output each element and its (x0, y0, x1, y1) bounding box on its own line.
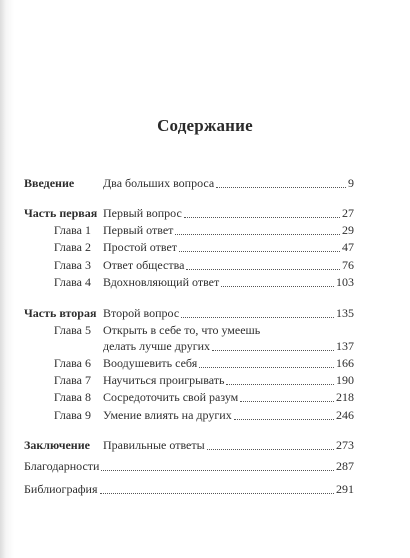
toc-section-label: Заключение (24, 438, 90, 452)
dot-leader (179, 251, 340, 252)
dot-leader (207, 449, 334, 450)
toc-page-number: 190 (336, 373, 354, 387)
toc-entry (24, 482, 354, 497)
toc-chapter-label: Глава 1 (53, 223, 91, 237)
toc-entry (103, 390, 354, 405)
toc-entry (103, 223, 354, 238)
toc-page-number: 103 (336, 275, 354, 289)
toc-entry-title: Вдохновляющий ответ (103, 275, 220, 289)
dot-leader (216, 187, 346, 188)
toc-page-number: 76 (342, 258, 354, 272)
toc-entry-title: Сосредоточить свой разум (103, 390, 239, 404)
toc-entry (103, 240, 354, 255)
toc-chapter-label: Глава 9 (53, 408, 91, 422)
toc-page-number: 218 (336, 390, 354, 404)
dot-leader (181, 317, 334, 318)
toc-entry-title: Библиография (24, 482, 98, 496)
toc-page-number: 287 (336, 459, 354, 473)
dot-leader (221, 286, 334, 287)
dot-leader (234, 419, 334, 420)
toc-section-label: Часть первая (24, 206, 98, 220)
toc-entry (103, 408, 354, 423)
dot-leader (240, 401, 334, 402)
dot-leader (100, 493, 335, 494)
toc-entry-title: Воодушевить себя (103, 356, 198, 370)
toc-entry (103, 356, 354, 371)
toc-entry (103, 438, 354, 453)
toc-section-label: Введение (24, 176, 75, 190)
toc-entry (103, 275, 354, 290)
toc-page-number: 9 (348, 176, 354, 190)
dot-leader (101, 470, 334, 471)
toc-entry-title: Ответ общества (103, 258, 185, 272)
dot-leader (199, 367, 334, 368)
toc-entry-title: делать лучше других (103, 339, 211, 353)
toc-chapter-label: Глава 7 (53, 373, 91, 387)
dot-leader (186, 269, 340, 270)
toc-page-number: 47 (342, 240, 354, 254)
toc-entry-title: Правильные ответы (103, 438, 205, 452)
toc-entry-title: Простой ответ (103, 240, 178, 254)
toc-page-number: 135 (336, 306, 354, 320)
toc-chapter-label: Глава 3 (53, 258, 91, 272)
dot-leader (212, 350, 334, 351)
toc-entry (103, 339, 354, 354)
toc-entry (103, 176, 354, 191)
toc-entry (103, 258, 354, 273)
toc-section-label: Часть вторая (24, 306, 97, 320)
dot-leader (226, 384, 334, 385)
toc-entry-title: Второй вопрос (103, 306, 180, 320)
toc-page-number: 273 (336, 438, 354, 452)
dot-leader (184, 217, 340, 218)
toc-chapter-label: Глава 8 (53, 390, 91, 404)
toc-page-number: 291 (336, 482, 354, 496)
toc-page-number: 246 (336, 408, 354, 422)
toc-page-number: 29 (342, 223, 354, 237)
page-title: Содержание (157, 116, 253, 135)
toc-entry-title: Два больших вопроса (103, 176, 215, 190)
toc-page-number: 27 (342, 206, 354, 220)
toc-entry-title-line-1: Открыть в себе то, что умеешь (103, 323, 261, 337)
toc-entry-title: Первый ответ (103, 223, 174, 237)
toc-entry-title: Благодарности (24, 459, 100, 473)
dot-leader (175, 234, 340, 235)
toc-entry-title: Первый вопрос (103, 206, 182, 220)
toc-page-number: 166 (336, 356, 354, 370)
toc-entry (103, 306, 354, 321)
toc-entry-first-line (103, 323, 354, 338)
toc-entry-title: Умение влиять на других (103, 408, 232, 422)
toc-page-number: 137 (336, 339, 354, 353)
toc-chapter-label: Глава 2 (53, 240, 91, 254)
toc-entry (103, 206, 354, 221)
toc-entry (24, 459, 354, 474)
toc-chapter-label: Глава 6 (53, 356, 91, 370)
toc-chapter-label: Глава 4 (53, 275, 91, 289)
toc-entry (103, 373, 354, 388)
toc-entry-title: Научиться проигрывать (103, 373, 225, 387)
toc-chapter-label: Глава 5 (53, 323, 91, 337)
